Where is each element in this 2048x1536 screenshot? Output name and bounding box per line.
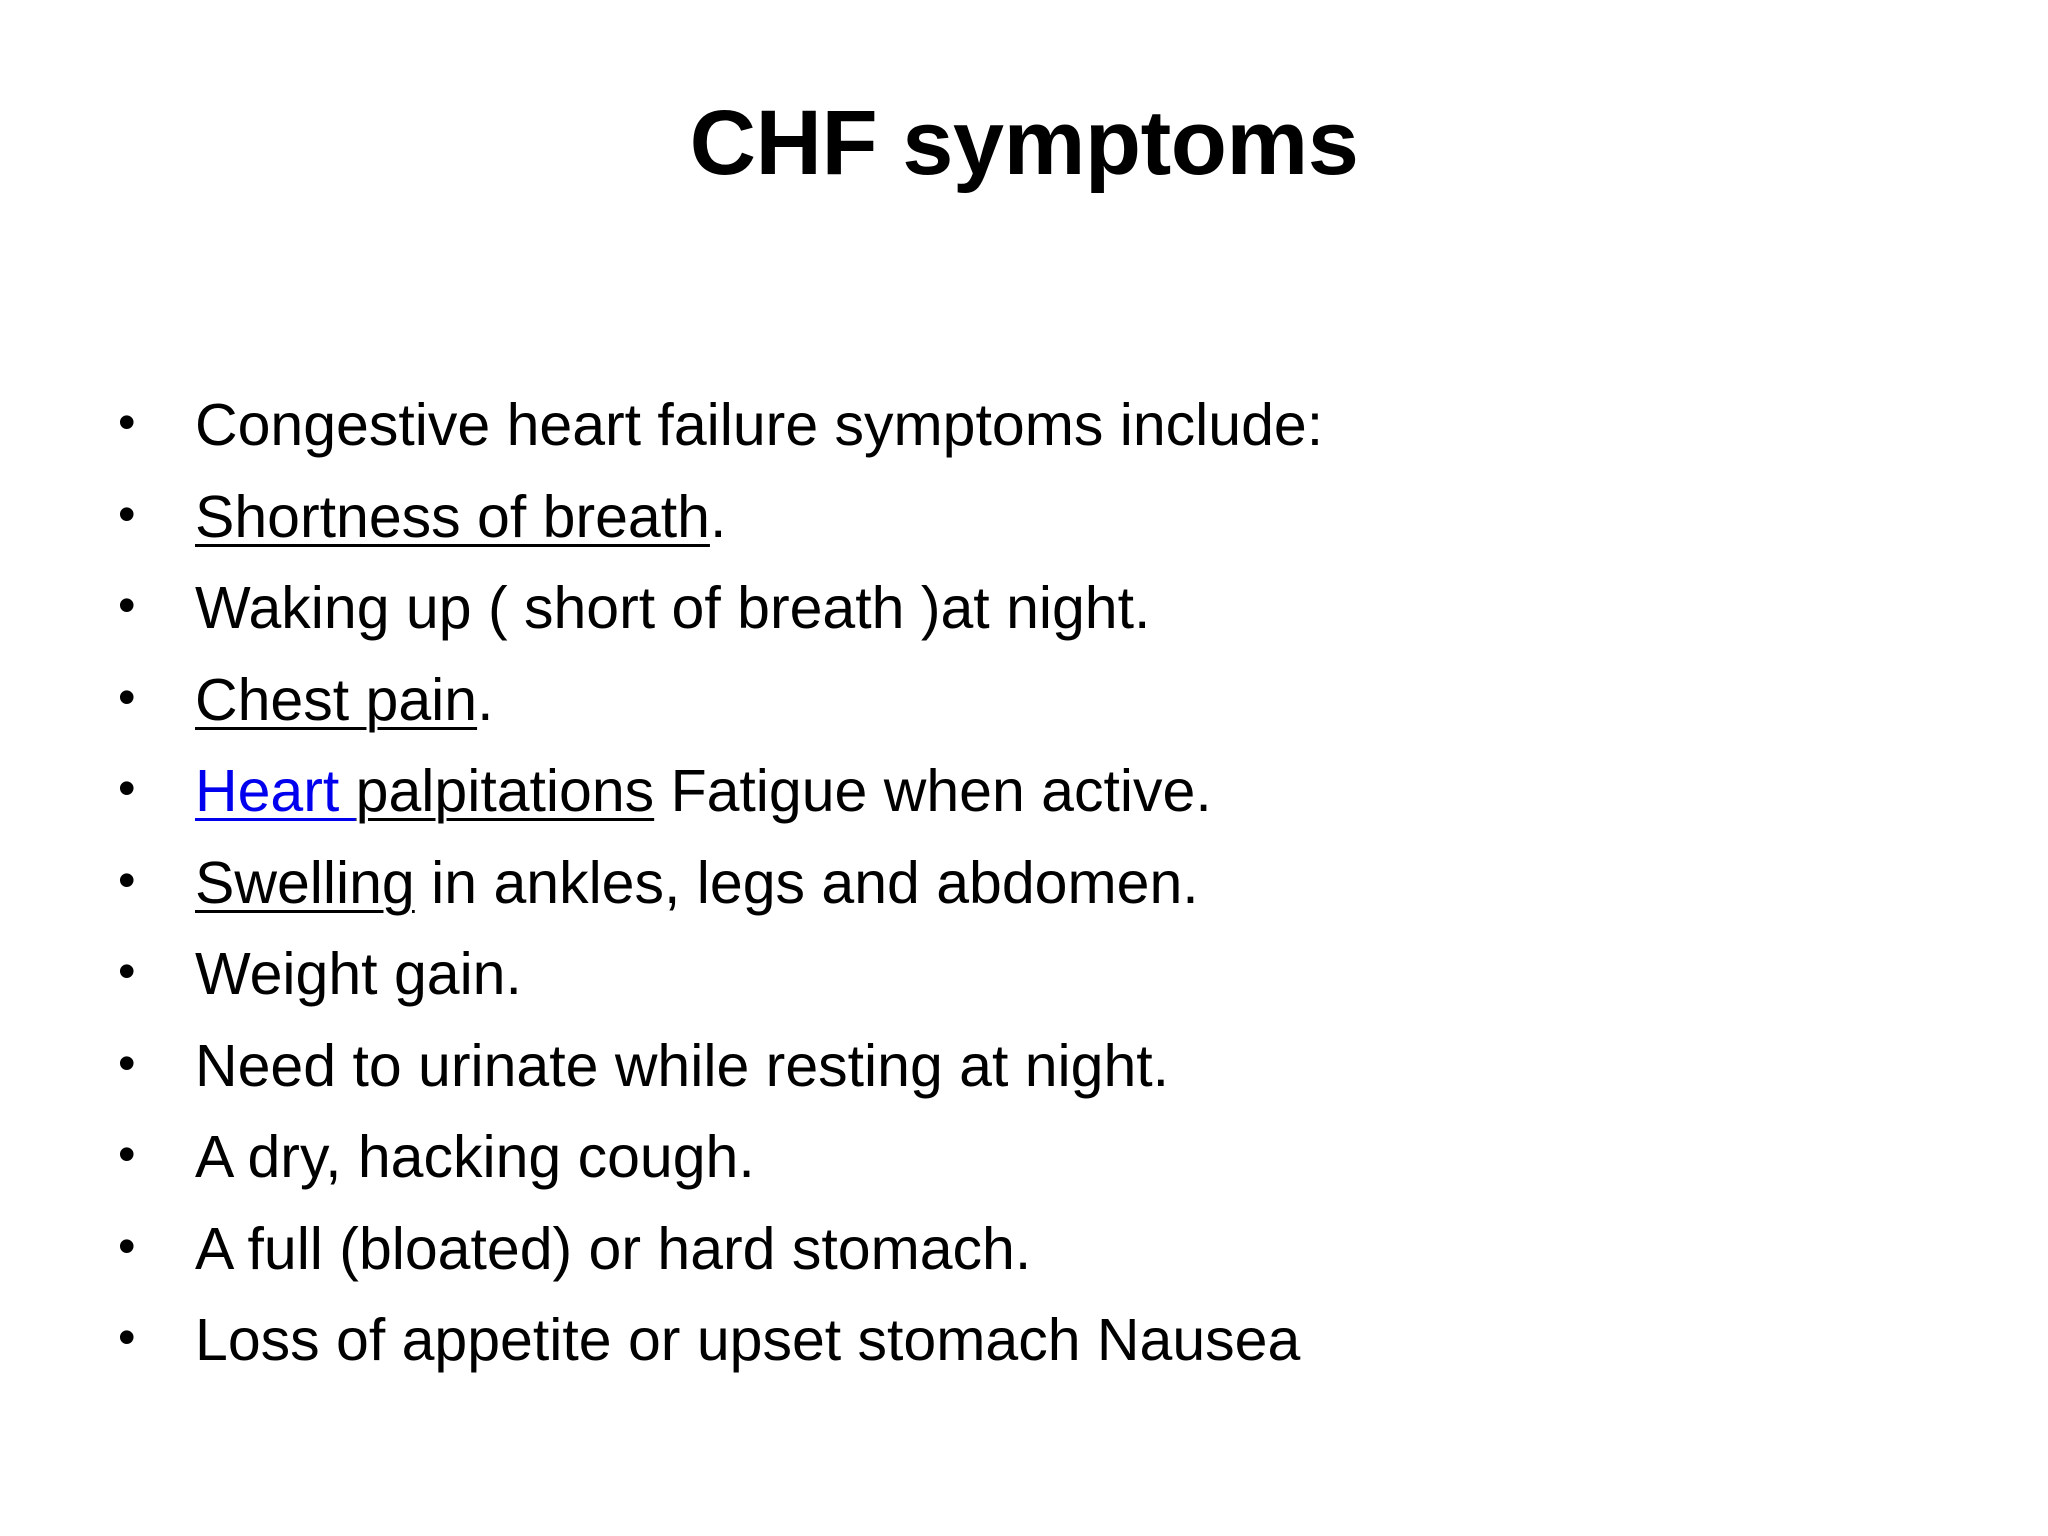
- bullet-icon: •: [118, 1217, 136, 1274]
- underlined-term: Chest pain: [195, 666, 478, 733]
- list-item: [118, 746, 1968, 838]
- bullet-icon: •: [118, 668, 136, 725]
- heart-link[interactable]: Heart: [195, 758, 356, 824]
- list-item: [118, 1021, 1968, 1113]
- list-item-text: .: [709, 483, 727, 550]
- list-item: [118, 563, 1968, 655]
- list-item: [118, 1295, 1968, 1387]
- slide-title: CHF symptoms: [689, 92, 1359, 194]
- list-item: [118, 472, 1968, 564]
- bullet-icon: •: [118, 1034, 136, 1091]
- bullet-icon: •: [118, 1309, 136, 1365]
- bullet-icon: •: [118, 485, 136, 542]
- list-item: [118, 838, 1968, 930]
- list-item-text: Need to urinate while resting at night.: [195, 1032, 1170, 1099]
- bullet-icon: •: [118, 943, 136, 999]
- underlined-term: Swelling: [195, 849, 415, 916]
- bullet-icon: •: [118, 1126, 136, 1182]
- bullet-icon: •: [118, 851, 136, 908]
- list-item-text: Fatigue when active.: [654, 758, 1212, 824]
- underlined-term: palpitations: [355, 758, 655, 824]
- bullet-icon: •: [118, 577, 136, 633]
- list-item: [118, 655, 1968, 747]
- bullet-list: [118, 380, 1968, 1387]
- list-item: [118, 380, 1968, 472]
- list-item-text: Loss of appetite or upset stomach Nausea: [195, 1307, 1301, 1373]
- list-item-text: A full (bloated) or hard stomach.: [195, 1215, 1032, 1282]
- list-item: [118, 1112, 1968, 1204]
- underlined-term: Shortness of breath: [195, 483, 710, 550]
- bullet-icon: •: [118, 760, 136, 816]
- list-item-text: .: [477, 666, 494, 733]
- list-item-text: Congestive heart failure symptoms include:: [195, 392, 1324, 458]
- list-item-text: Waking up ( short of breath )at night.: [195, 575, 1151, 641]
- list-item: [118, 929, 1968, 1021]
- list-item-text: A dry, hacking cough.: [195, 1124, 755, 1190]
- bullet-icon: •: [118, 394, 136, 450]
- list-item-text: in ankles, legs and abdomen.: [414, 849, 1199, 916]
- list-item-text: Weight gain.: [195, 941, 522, 1007]
- list-item: [118, 1204, 1968, 1296]
